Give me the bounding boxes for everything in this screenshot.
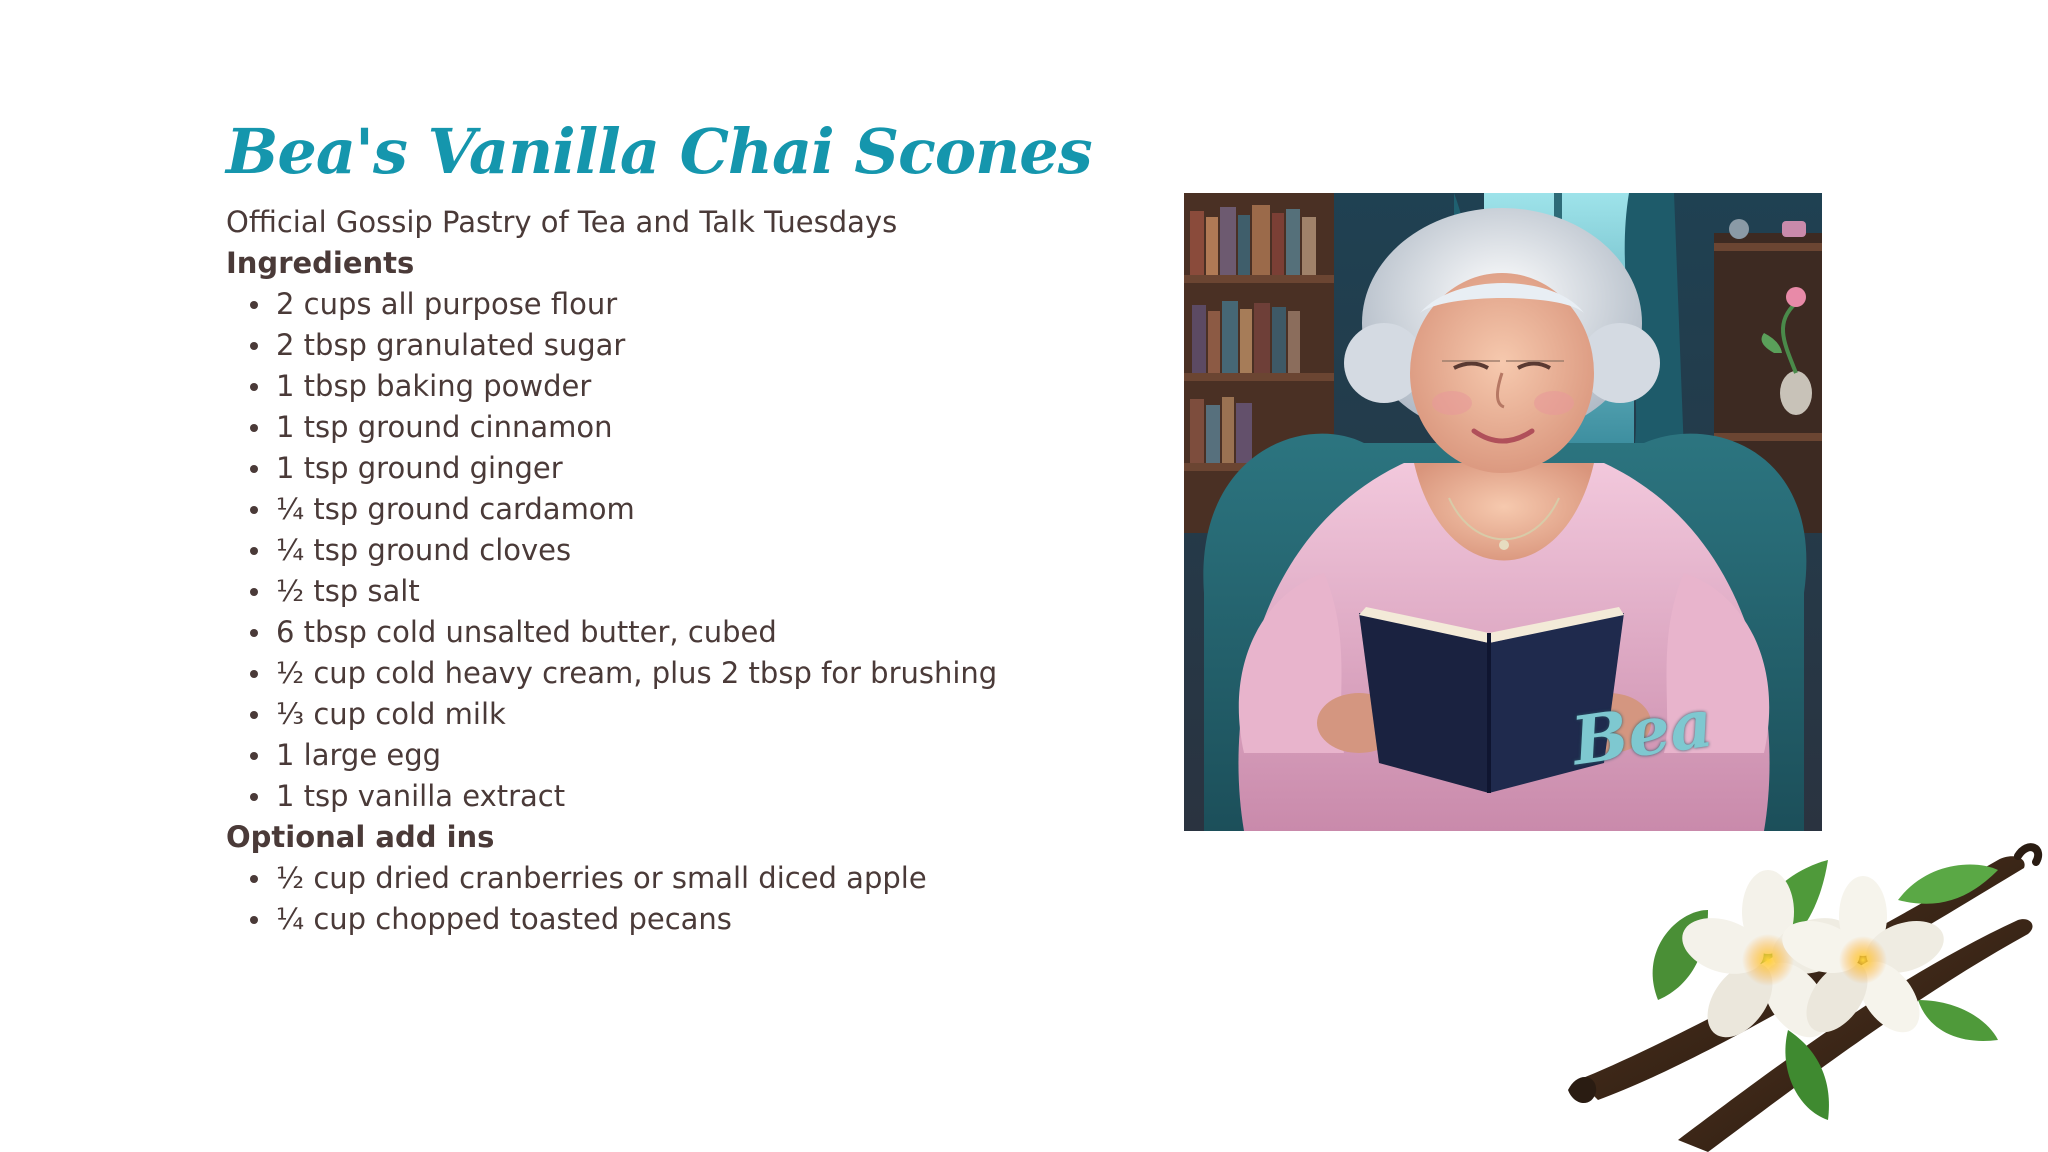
- ingredient-item: 1 large egg: [226, 735, 1086, 776]
- ingredient-item: 2 tbsp granulated sugar: [226, 325, 1086, 366]
- bullet-icon: [250, 752, 258, 760]
- bullet-icon: [250, 383, 258, 391]
- ingredients-heading: Ingredients: [226, 246, 415, 280]
- bullet-icon: [250, 711, 258, 719]
- bullet-icon: [250, 875, 258, 883]
- portrait-signature: Bea: [1567, 683, 1718, 781]
- ingredient-item: ¼ tsp ground cardamom: [226, 489, 1086, 530]
- ingredient-item: 1 tsp vanilla extract: [226, 776, 1086, 817]
- ingredient-item: 2 cups all purpose flour: [226, 284, 1086, 325]
- bullet-icon: [250, 670, 258, 678]
- optional-item: ¼ cup chopped toasted pecans: [226, 899, 1086, 940]
- bullet-icon: [250, 301, 258, 309]
- optional-list: [226, 858, 1086, 940]
- bullet-icon: [250, 793, 258, 801]
- bullet-icon: [250, 342, 258, 350]
- recipe-subtitle: Official Gossip Pastry of Tea and Talk Tuesdays: [226, 205, 898, 239]
- bullet-icon: [250, 629, 258, 637]
- ingredient-item: 1 tbsp baking powder: [226, 366, 1086, 407]
- optional-heading: Optional add ins: [226, 820, 495, 854]
- ingredient-item: ½ tsp salt: [226, 571, 1086, 612]
- bullet-icon: [250, 916, 258, 924]
- bullet-icon: [250, 588, 258, 596]
- vanilla-flower-decoration: [1558, 800, 2048, 1152]
- ingredient-item: 6 tbsp cold unsalted butter, cubed: [226, 612, 1086, 653]
- ingredient-item: ½ cup cold heavy cream, plus 2 tbsp for brushing: [226, 653, 1086, 694]
- bullet-icon: [250, 506, 258, 514]
- ingredient-item: ¼ tsp ground cloves: [226, 530, 1086, 571]
- ingredient-item: 1 tsp ground cinnamon: [226, 407, 1086, 448]
- ingredient-item: 1 tsp ground ginger: [226, 448, 1086, 489]
- bea-portrait-image: [1184, 193, 1822, 831]
- ingredients-list: [226, 284, 1086, 817]
- bullet-icon: [250, 465, 258, 473]
- bullet-icon: [250, 547, 258, 555]
- bullet-icon: [250, 424, 258, 432]
- ingredient-item: ⅓ cup cold milk: [226, 694, 1086, 735]
- recipe-title: Bea's Vanilla Chai Scones: [226, 115, 1092, 188]
- optional-item: ½ cup dried cranberries or small diced apple: [226, 858, 1086, 899]
- recipe-content: [226, 202, 1086, 940]
